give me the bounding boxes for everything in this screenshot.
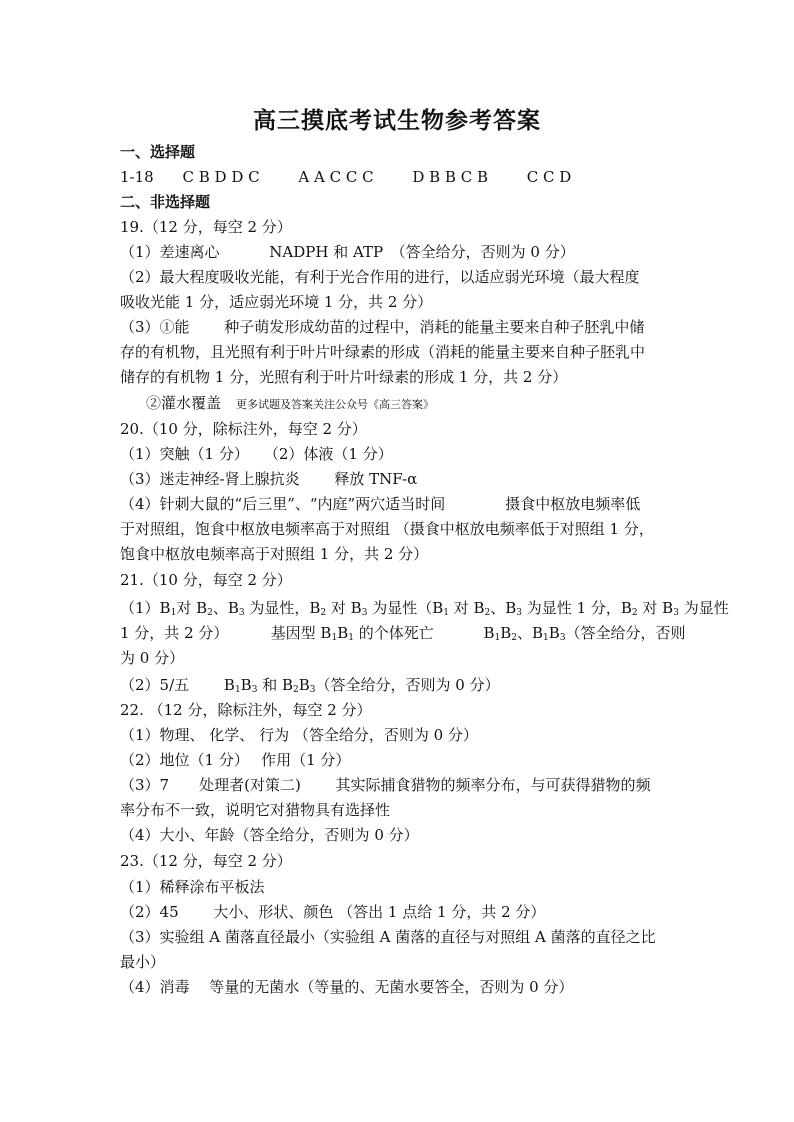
answer-line-q21-2: [120, 623, 686, 643]
subscript: 1: [494, 633, 501, 643]
choice-group-3: D B B C B: [412, 168, 488, 186]
subscript: 1: [331, 633, 338, 643]
text: 为显性 1 分，B: [522, 599, 632, 617]
text: 对 B: [326, 599, 362, 617]
answer-line: 21.（10 分，每空 2 分）: [120, 571, 292, 589]
subscript: 3: [516, 608, 523, 618]
answer-line-q21-1: [120, 598, 729, 618]
text: 、B: [517, 624, 544, 642]
text: 1 分，共 2 分） 基因型 B: [120, 624, 332, 642]
subscript: 2: [511, 633, 518, 643]
section-heading-nonchoice: 二、非选择题: [120, 193, 211, 211]
answer-line: 22. （12 分，除标注外，每空 2 分）: [120, 701, 372, 719]
text: B: [240, 676, 252, 694]
text: （答全给分，否则为 0 分）: [315, 676, 500, 694]
answer-line: 储存的有机物 1 分，光照有利于叶片叶绿素的形成 1 分，共 2 分）: [120, 368, 568, 386]
text: 的个体死亡 B: [353, 624, 495, 642]
answer-line: （3）迷走神经-肾上腺抗炎 释放 TNF-α: [120, 470, 418, 488]
section-heading-choice: 一、选择题: [120, 143, 196, 161]
answer-line-q19-4: [146, 393, 706, 413]
answer-line: （2）最大程度吸收光能，有利于光合作用的进行，以适应弱光环境（最大程度: [120, 268, 640, 286]
text: （1）B: [120, 599, 171, 617]
answer-line: 20.（10 分，除标注外，每空 2 分）: [120, 420, 367, 438]
choice-range-label: 1-18: [120, 168, 154, 186]
answer-line: 存的有机物，且光照有利于叶片叶绿素的形成（消耗的能量主要来自种子胚乳中: [120, 343, 646, 361]
subscript: 3: [559, 633, 566, 643]
subscript: 1: [234, 685, 241, 695]
subscript: 3: [361, 608, 368, 618]
answer-line: 最小）: [120, 953, 166, 971]
watermark-note: 更多试题及答案关注公众号《高三答案》: [236, 398, 435, 411]
answer-text: ②灌水覆盖: [146, 394, 222, 412]
text: 、B: [212, 599, 239, 617]
answer-line: 23.（12 分，每空 2 分）: [120, 852, 292, 870]
answer-line: 于对照组，饱食中枢放电频率高于对照组 （摄食中枢放电频率低于对照组 1 分，: [120, 520, 654, 538]
subscript: 2: [293, 685, 299, 695]
answer-line: （1）差速离心 NADPH 和 ATP （答全给分，否则为 0 分）: [120, 243, 575, 261]
answer-line: 率分布不一致，说明它对猎物具有选择性: [120, 801, 391, 819]
page-title: 高三摸底考试生物参考答案: [253, 108, 541, 134]
answer-line: （2）45 大小、形状、颜色 （答出 1 点给 1 分，共 2 分）: [120, 903, 546, 921]
subscript: 3: [251, 685, 258, 695]
subscript: 2: [320, 608, 327, 618]
answer-line: 吸收光能 1 分，适应弱光环境 1 分，共 2 分）: [120, 293, 433, 311]
answer-line: （2）地位（1 分） 作用（1 分）: [120, 751, 351, 769]
subscript: 1: [348, 633, 354, 643]
text: 对 B: [176, 599, 208, 617]
answer-line: （4）消毒 等量的无菌水（等量的、无菌水要答全，否则为 0 分）: [120, 978, 574, 996]
choice-answers-line: [120, 167, 680, 187]
subscript: 2: [484, 608, 491, 618]
answer-line: （4）针刺大鼠的“后三里”、“内庭”两穴适当时间 摄食中枢放电频率低: [120, 495, 641, 513]
text: （答全给分，否则: [565, 624, 686, 642]
answer-line-q21-4: [120, 675, 680, 695]
text: 对 B: [448, 599, 485, 617]
text: 为显性（B: [367, 599, 444, 617]
choice-group-4: C C D: [526, 168, 572, 186]
subscript: 3: [673, 608, 679, 618]
answer-line: 饱食中枢放电频率高于对照组 1 分，共 2 分）: [120, 545, 429, 563]
answer-line: 为 0 分）: [120, 649, 185, 667]
text: 为显性，B: [244, 599, 321, 617]
subscript: 1: [170, 608, 177, 618]
subscript: 2: [631, 608, 638, 618]
text: 对 B: [637, 599, 674, 617]
subscript: 3: [238, 608, 245, 618]
text: 、B: [490, 599, 517, 617]
choice-group-2: A A C C C: [298, 168, 374, 186]
answer-line: 19.（12 分，每空 2 分）: [120, 218, 292, 236]
answer-line: （3）实验组 A 菌落直径最小（实验组 A 菌落的直径与对照组 A 菌落的直径之比: [120, 928, 656, 946]
answer-line: （3）①能 种子萌发形成幼苗的过程中，消耗的能量主要来自种子胚乳中储: [120, 318, 645, 336]
answer-line: （1）突触（1 分） （2）体液（1 分）: [120, 445, 393, 463]
subscript: 3: [309, 685, 316, 695]
answer-line: （3）7 处理者(对策二) 其实际捕食猎物的频率分布，与可获得猎物的频: [120, 776, 651, 794]
subscript: 1: [443, 608, 449, 618]
text: B: [500, 624, 512, 642]
answer-line: （1）物理、 化学、 行为 （答全给分，否则为 0 分）: [120, 726, 478, 744]
text: B: [337, 624, 349, 642]
text: B: [548, 624, 560, 642]
text: （2）5/五 B: [120, 676, 235, 694]
text: 和 B: [257, 676, 293, 694]
text: B: [298, 676, 310, 694]
choice-group-1: C B D D C: [182, 168, 260, 186]
answer-line: （1）稀释涂布平板法: [120, 878, 265, 896]
text: 为显性: [678, 599, 729, 617]
subscript: 1: [543, 633, 549, 643]
subscript: 2: [207, 608, 213, 618]
answer-line: （4）大小、年龄（答全给分，否则为 0 分）: [120, 826, 419, 844]
